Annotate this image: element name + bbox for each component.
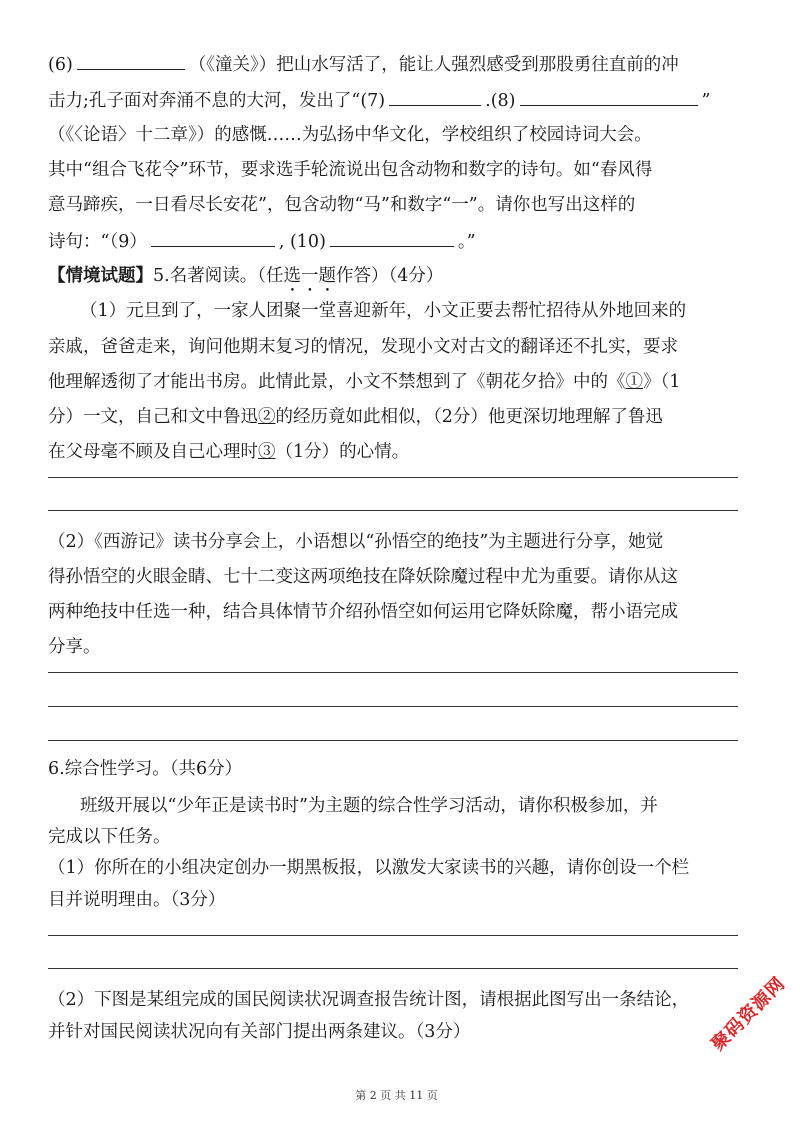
answer-blank-8[interactable] xyxy=(520,88,698,106)
q5-p1-line-2: 亲戚，爸爸走来，询问他期末复习的情况，发现小文对古文的翻译还不扎实，要求 xyxy=(48,337,678,357)
answer-blank-6[interactable] xyxy=(77,52,185,70)
q5-p2-line-4: 分享。 xyxy=(48,637,101,657)
answer-line[interactable] xyxy=(48,968,738,969)
scenario-tag: 【情境试题】 xyxy=(48,266,153,286)
q6-title: 6.综合性学习。（共6分） xyxy=(48,759,243,779)
page-footer: 第 2 页 共 11 页 xyxy=(355,1089,438,1102)
answer-line[interactable] xyxy=(48,672,738,673)
q4-line-4: 其中“组合飞花令”环节，要求选手轮流说出包含动物和数字的诗句。如“春风得 xyxy=(48,160,653,180)
q4-line-6: 诗句：“（9） , (10) 。” xyxy=(48,229,748,253)
answer-line[interactable] xyxy=(48,510,738,511)
answer-line[interactable] xyxy=(48,935,738,936)
q5-p1-line-5: 在父母毫不顾及自己心理时③（1分）的心情。 xyxy=(48,442,410,462)
answer-blank-10[interactable] xyxy=(330,229,454,247)
answer-line[interactable] xyxy=(48,706,738,707)
q5-p2-line-2: 得孙悟空的火眼金睛、七十二变这两项绝技在降妖除魔过程中尤为重要。请你从这 xyxy=(48,567,678,587)
q6-intro-line-1: 班级开展以“少年正是读书时”为主题的综合性学习活动，请你积极参加，并 xyxy=(80,796,658,816)
q5-title: 【情境试题】5.名著阅读。（任选一题作答）（4分） xyxy=(48,266,444,286)
answer-blank-9[interactable] xyxy=(151,229,275,247)
q5-p2-line-1: （2）《西游记》读书分享会上，小语想以“孙悟空的绝技”为主题进行分享，她觉 xyxy=(48,532,664,552)
q4-line-1: (6) （《潼关》）把山水写活了，能让人强烈感受到那股勇往直前的冲 xyxy=(48,52,748,76)
q4-line-3: （《〈论语〉十二章》）的感慨……为弘扬中华文化，学校组织了校园诗词大会。 xyxy=(48,125,652,145)
answer-line[interactable] xyxy=(48,740,738,741)
q6-s1-line-1: （1）你所在的小组决定创办一期黑板报，以激发大家读书的兴趣，请你创设一个栏 xyxy=(48,858,690,878)
q4-line-5: 意马蹄疾，一日看尽长安花”，包含动物“马”和数字“一”。请你也写出这样的 xyxy=(48,195,636,215)
q5-p1-line-1: （1）元旦到了，一家人团聚一堂喜迎新年，小文正要去帮忙招待从外地回来的 xyxy=(80,301,687,321)
answer-blank-7[interactable] xyxy=(389,88,481,106)
q5-p2-line-3: 两种绝技中任选一种，结合具体情节介绍孙悟空如何运用它降妖除魔，帮小语完成 xyxy=(48,602,678,622)
q6-s2-line-2: 并针对国民阅读状况向有关部门提出两条建议。（3分） xyxy=(48,1022,471,1042)
q6-s2-line-1: （2）下图是某组完成的国民阅读状况调查报告统计图，请根据此图写出一条结论， xyxy=(48,990,690,1010)
q5-p1-line-3: 他理解透彻了才能出书房。此情此景，小文不禁想到了《朝花夕拾》中的《①》（1 xyxy=(48,372,681,392)
answer-line[interactable] xyxy=(48,477,738,478)
q5-p1-line-4: 分）一文，自己和文中鲁迅②的经历竟如此相似，（2分）他更深切地理解了鲁迅 xyxy=(48,407,663,427)
q6-intro-line-2: 完成以下任务。 xyxy=(48,827,171,847)
q6-s1-line-2: 目并说明理由。（3分） xyxy=(48,890,226,910)
q4-line-2: 击力;孔子面对奔涌不息的大河，发出了“(7) .(8) ” xyxy=(48,88,748,112)
watermark-logo: 聚码资源网 xyxy=(707,973,790,1056)
